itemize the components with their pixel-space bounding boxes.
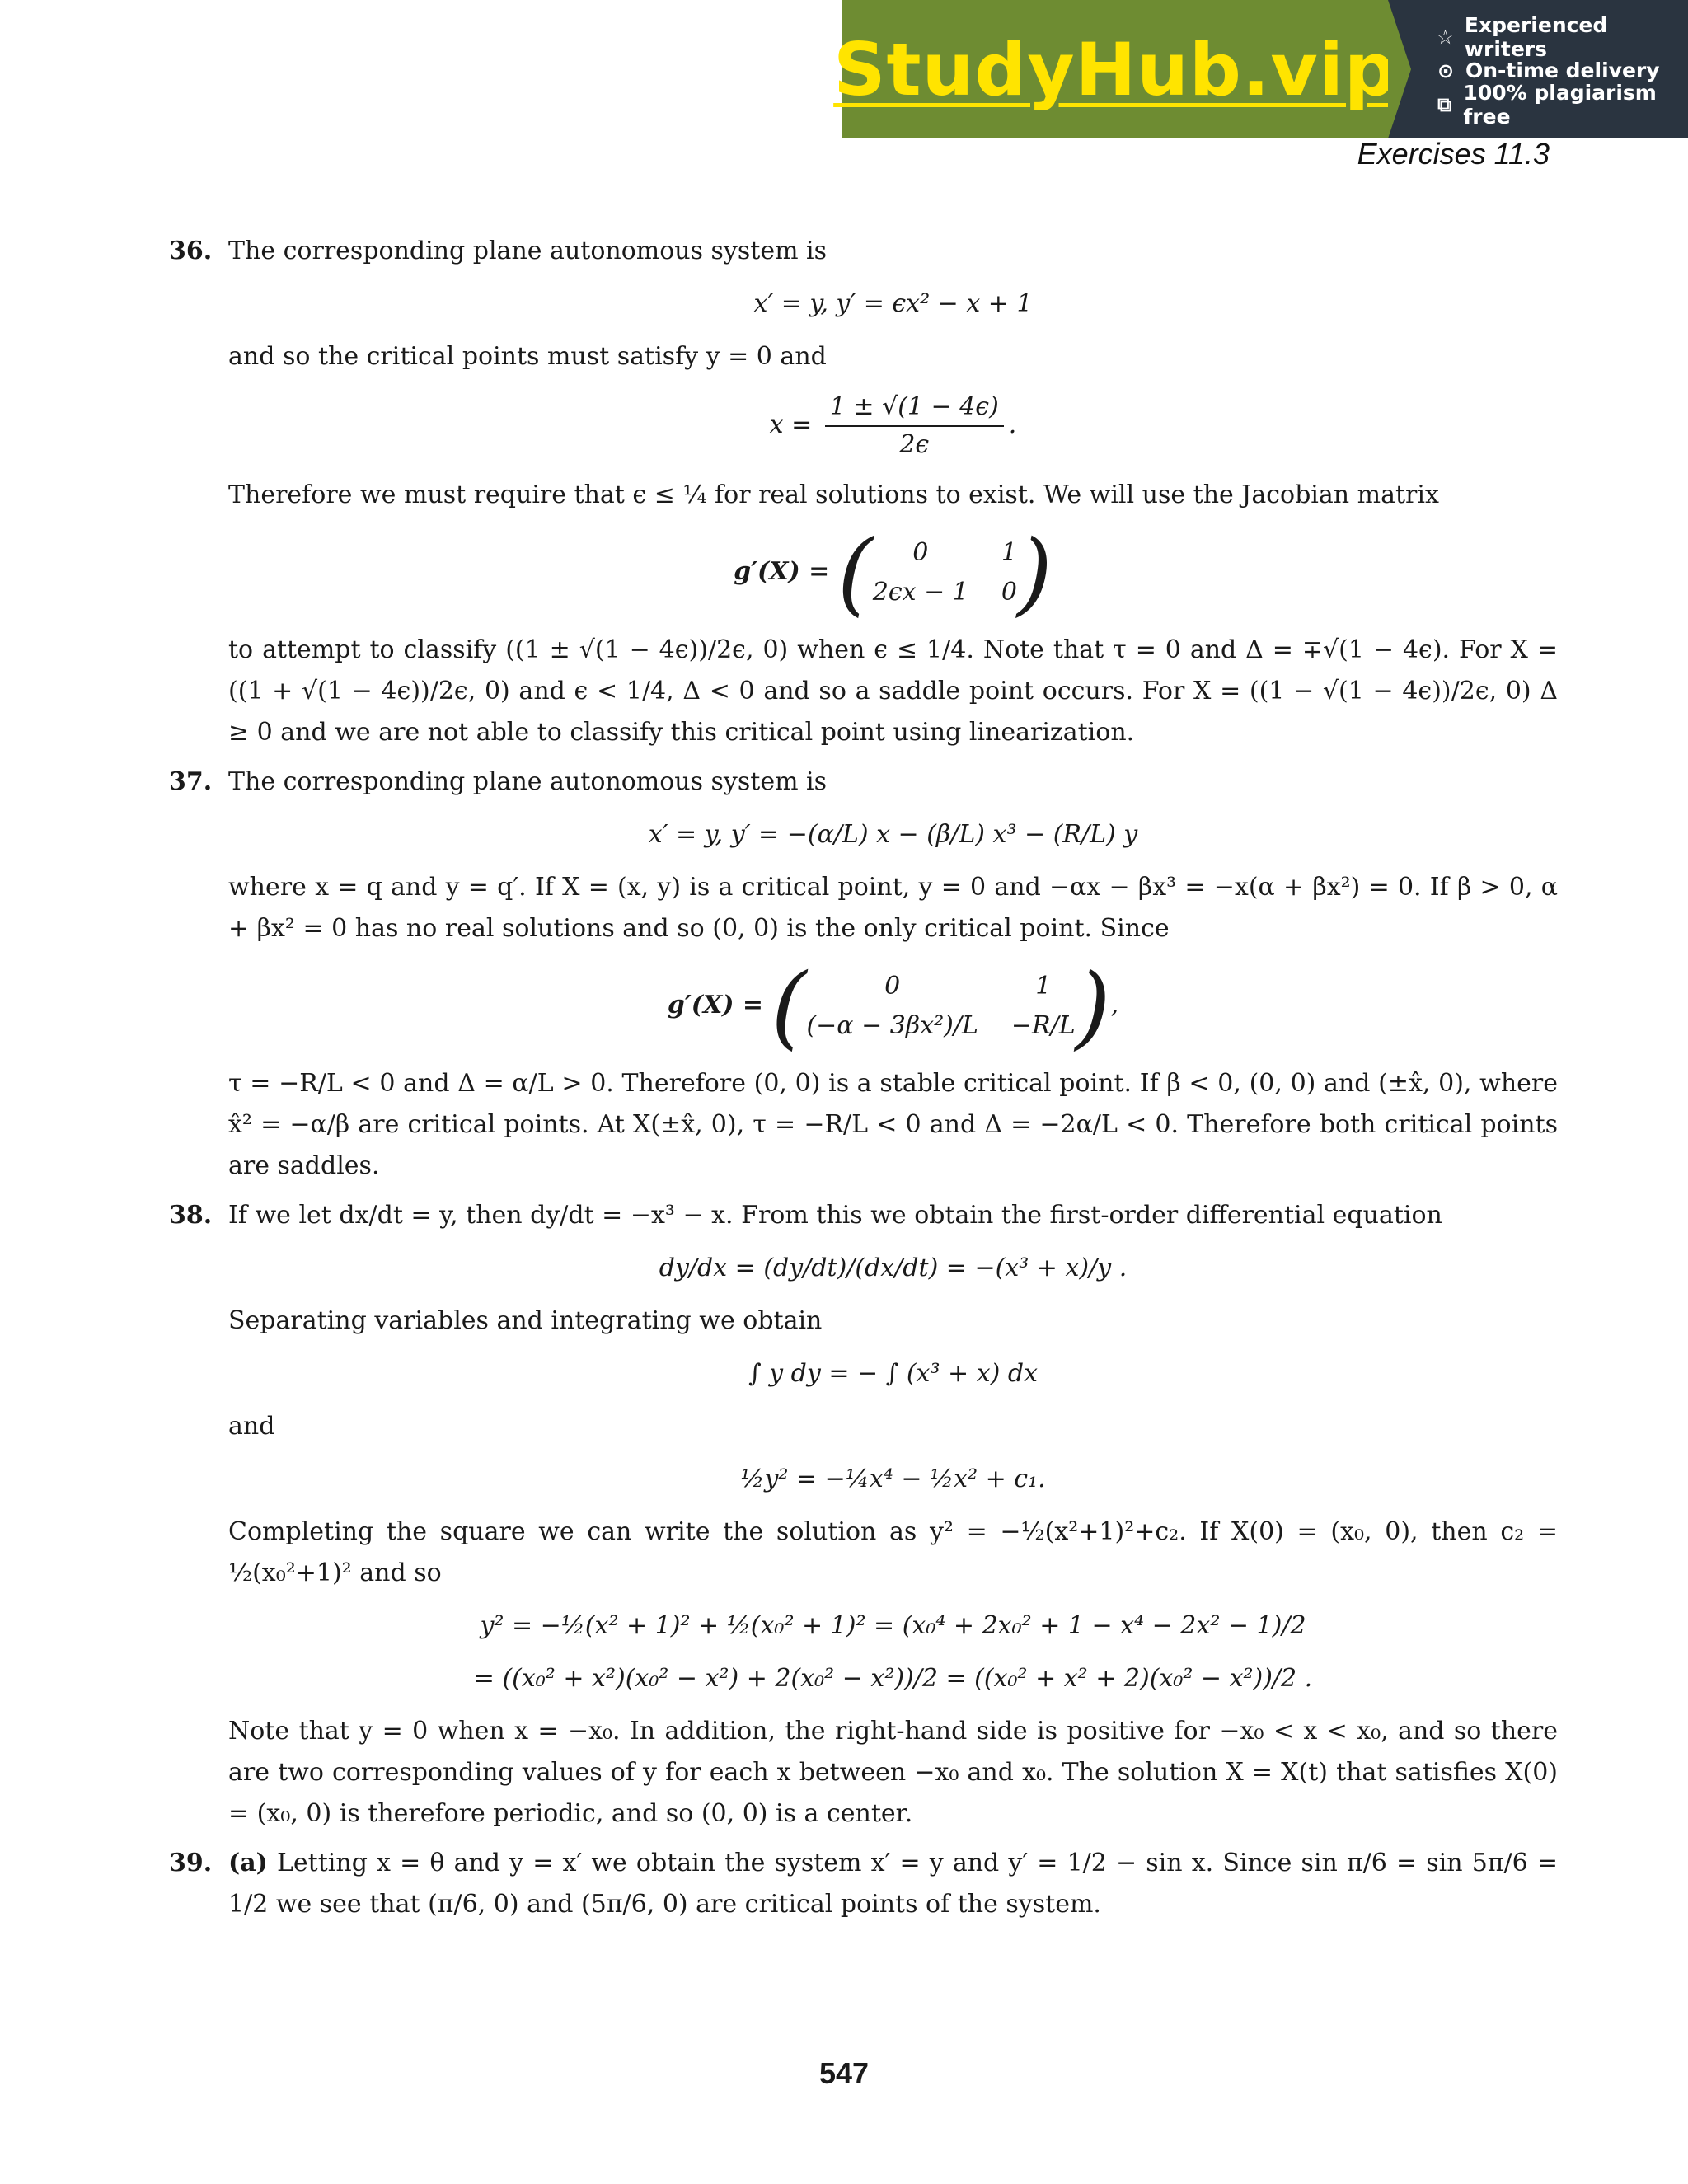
equation-system: x′ = y, y′ = ϵx² − x + 1 — [753, 289, 1033, 318]
problem-text — [228, 1843, 1558, 1925]
matrix-cell: 0 — [1001, 578, 1017, 607]
equation-system: x′ = y, y′ = −(α/L) x − (β/L) x³ − (R/L) y — [648, 820, 1138, 849]
problem-text: to attempt to classify ((1 ± √(1 − 4ϵ))/2ϵ, 0) when ϵ ≤ 1/4. Note that τ = 0 and Δ = ∓√(1 − 4ϵ). For X = ((1 + √(1 − 4ϵ))/2ϵ, 0) and ϵ < 1/4, Δ < 0 and so a saddle point occurs. For X = ((1 − √(1 − 4ϵ))/2ϵ, 0) Δ ≥ 0 and we are not able to classify this critical point using linearization. — [228, 635, 1558, 747]
feature-label: 100% plagiarism free — [1463, 80, 1657, 129]
equation-ysquared: y² = −½(x² + 1)² + ½(x₀² + 1)² = (x₀⁴ + 2x₀² + 1 − x⁴ − 2x² − 1)/2 — [480, 1611, 1306, 1640]
problem-number: 39. — [169, 1849, 213, 1877]
problem-36 — [169, 231, 1558, 753]
part-label: (a) — [228, 1849, 268, 1877]
logo-text: StudyHub.vip — [833, 26, 1397, 112]
matrix-cell: 0 — [912, 538, 929, 567]
feature-label: On-time delivery — [1465, 59, 1660, 82]
problem-intro: The corresponding plane autonomous system is — [228, 767, 828, 796]
page-number: 547 — [818, 2056, 870, 2090]
problem-text: where x = q and y = q′. If X = (x, y) is a critical point, y = 0 and −αx − βx³ = −x(α + βx²) = 0. If β > 0, α + βx² = 0 has no real solutions and so (0, 0) is the only critical point. Since — [228, 873, 1558, 943]
problem-number: 38. — [169, 1201, 213, 1230]
banner-features — [1388, 0, 1688, 138]
equation-integral: ∫ y dy = − ∫ (x³ + x) dx — [748, 1359, 1038, 1388]
matrix-cell: −R/L — [1010, 1011, 1076, 1040]
matrix: ( 0 1 (−α − 3βx²)/L −R/L ) — [771, 954, 1111, 1059]
copy-icon: ⧉ — [1437, 92, 1452, 116]
part-text: Letting x = θ and y = x′ we obtain the system x′ = y and y′ = 1/2 − sin x. Since sin π/6 = sin 5π/6 = 1/2 we see that (π/6, 0) and (5π/6, 0) are critical points of the system. — [228, 1849, 1558, 1919]
problem-text: and — [228, 1412, 275, 1441]
problem-text: Therefore we must require that ϵ ≤ ¼ for real solutions to exist. We will use the Jacobian matrix — [228, 480, 1439, 509]
eq-lhs: x = — [769, 410, 813, 439]
problem-text: and so the critical points must satisfy y = 0 and — [228, 342, 827, 371]
matrix-cell: 0 — [884, 972, 901, 1001]
fraction — [825, 389, 1004, 463]
jacobian-matrix: g′(X) = ( 0 1 (−α − 3βx²)/L −R/L ) , — [667, 954, 1119, 1059]
problem-39 — [169, 1843, 1558, 1925]
feature-experienced — [1434, 12, 1688, 61]
problem-text: Note that y = 0 when x = −x₀. In addition, the right-hand side is positive for −x₀ < x < x₀, and so there are two corresponding values of y for each x between −x₀ and x₀. The solution X = X(t) that satisfies X(0) = (x₀, 0) is therefore periodic, and so (0, 0) is a center. — [228, 1717, 1558, 1828]
section-header: Exercises 11.3 — [1357, 137, 1550, 171]
denominator: 2ϵ — [899, 430, 930, 459]
matrix-cell: 1 — [1035, 972, 1052, 1001]
equation-integrated: ½y² = −¼x⁴ − ½x² + c₁. — [740, 1465, 1046, 1493]
matrix-cell: 2ϵx − 1 — [872, 578, 968, 607]
eq-lhs: g′(X) = — [667, 991, 763, 1019]
problem-intro: If we let dx/dt = y, then dy/dt = −x³ − x. From this we obtain the first-order differential equation — [228, 1201, 1442, 1230]
problem-text: Completing the square we can write the solution as y² = −½(x²+1)²+c₂. If X(0) = (x₀, 0), then c₂ = ½(x₀²+1)² and so — [228, 1517, 1558, 1587]
numerator: 1 ± √(1 − 4ϵ) — [825, 389, 1004, 427]
matrix-cell: 1 — [1001, 538, 1017, 567]
clock-icon: ⊙ — [1437, 59, 1455, 82]
page-content — [169, 231, 1558, 1925]
feature-label: Experienced writers — [1464, 12, 1608, 61]
equation-dydx: dy/dx = (dy/dt)/(dx/dt) = −(x³ + x)/y . — [659, 1254, 1128, 1282]
problem-text: τ = −R/L < 0 and Δ = α/L > 0. Therefore (0, 0) is a stable critical point. If β < 0, (0, 0) and (±x̂, 0), where x̂² = −α/β are critical points. At X(±x̂, 0), τ = −R/L < 0 and Δ = −2α/L < 0. Therefore both critical points are saddles. — [228, 1069, 1558, 1180]
feature-plagiarism — [1434, 80, 1688, 129]
matrix-cell: (−α − 3βx²)/L — [806, 1011, 978, 1040]
problem-37 — [169, 762, 1558, 1187]
problem-number: 37. — [169, 767, 213, 796]
problem-number: 36. — [169, 237, 213, 265]
studyhub-logo[interactable] — [833, 0, 1397, 138]
problem-text: Separating variables and integrating we obtain — [228, 1306, 823, 1335]
equation-ysquared-factored: = ((x₀² + x²)(x₀² − x²) + 2(x₀² − x²))/2 = ((x₀² + x² + 2)(x₀² − x²))/2 . — [473, 1664, 1313, 1693]
equation-critical-points: x = $\frac{1 \pm √(1 - 4\epsilon)}{2\epsilon}$ . — [228, 389, 1558, 463]
jacobian-matrix — [228, 520, 1558, 626]
star-icon: ☆ — [1436, 25, 1455, 49]
problem-intro: The corresponding plane autonomous system is — [228, 237, 828, 265]
ad-banner[interactable] — [833, 0, 1688, 138]
eq-lhs: g′(X) = — [734, 557, 830, 586]
problem-38 — [169, 1195, 1558, 1835]
matrix: ( 0 1 2ϵx − 1 0 ) — [837, 520, 1053, 626]
